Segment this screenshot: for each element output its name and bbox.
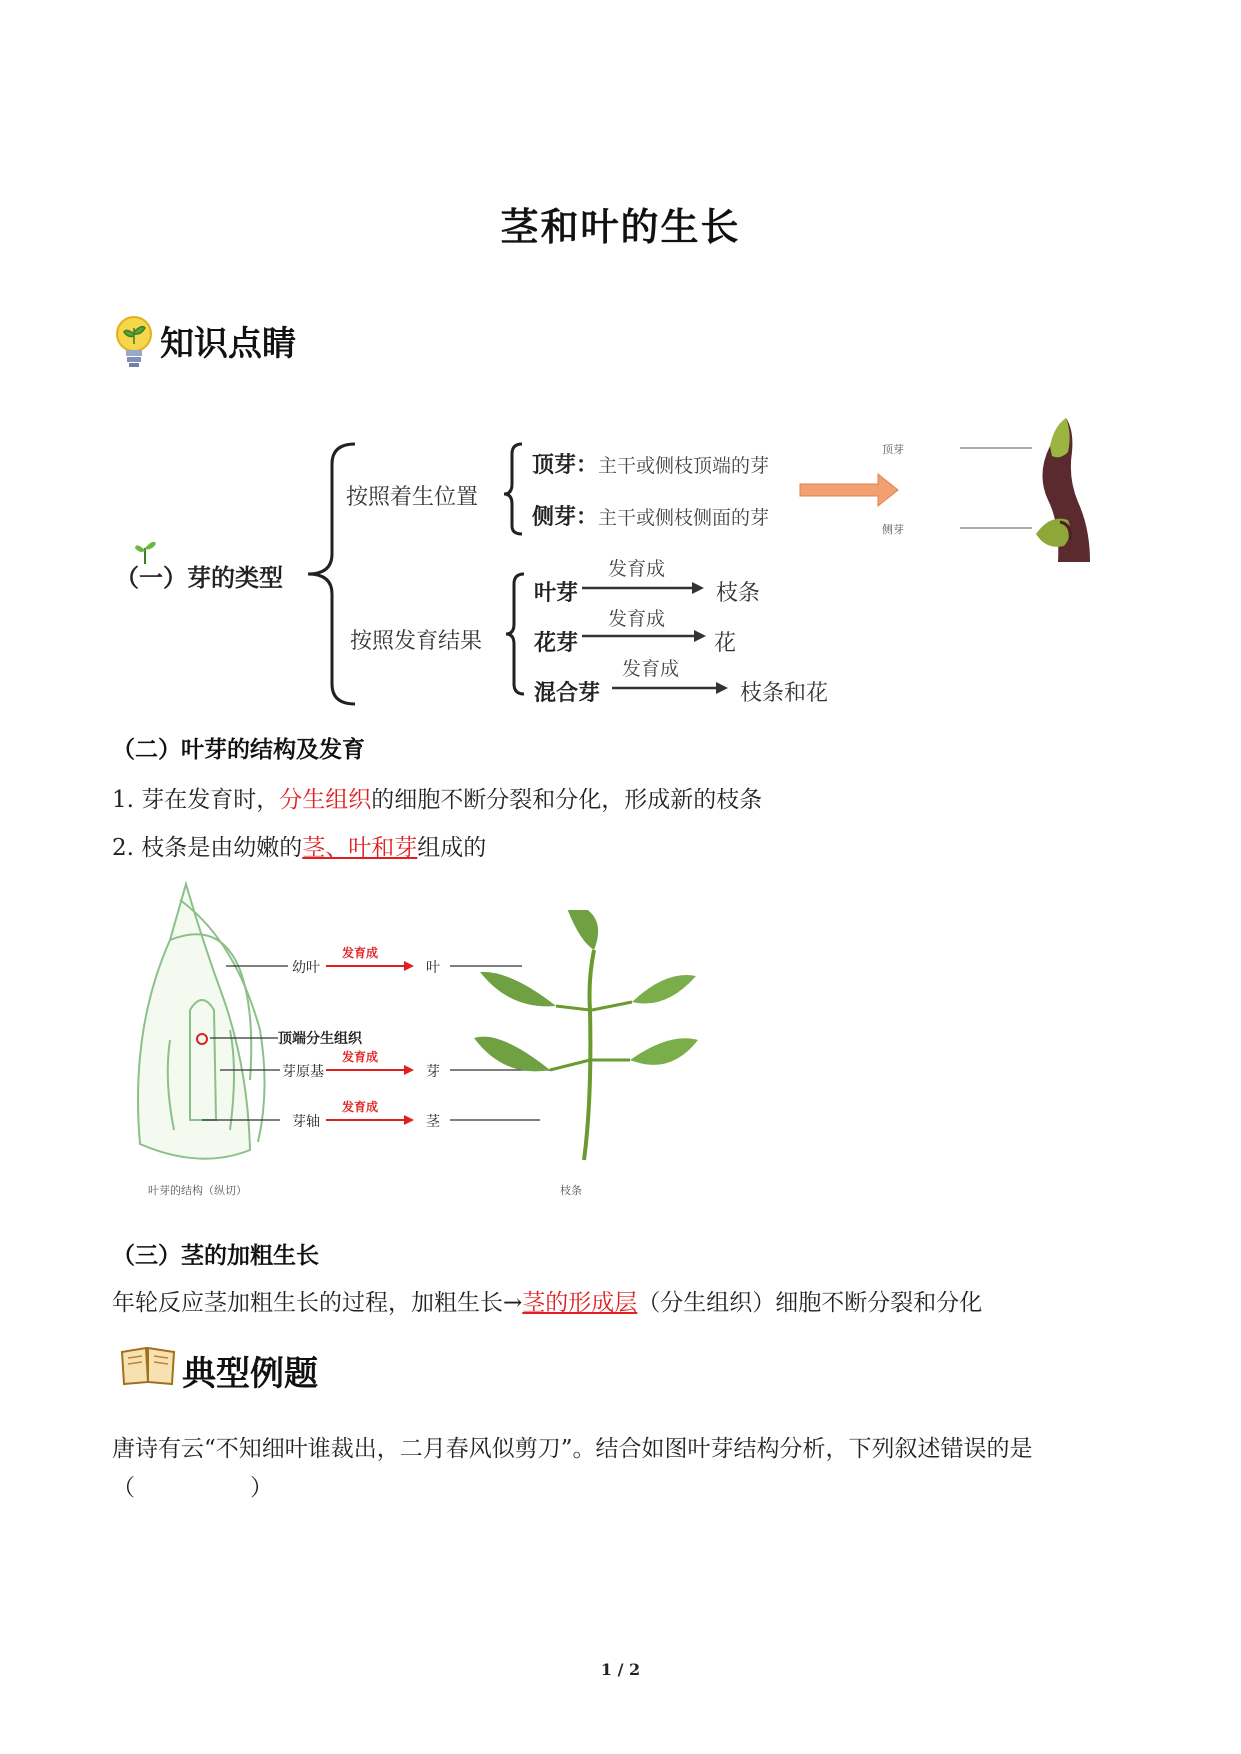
label-bud-primordium: 芽原基: [282, 1064, 324, 1080]
p1-text: 1. 芽在发育时，: [112, 787, 280, 813]
top-bud-line: [532, 448, 769, 479]
label-arrow-leaf: 发育成: [342, 946, 379, 960]
label-bud: 芽: [426, 1064, 440, 1080]
side-bud-name: 侧芽：: [532, 504, 599, 530]
photo-label-top-bud: 顶芽: [882, 443, 904, 456]
by-position-label: 按照着生位置: [346, 485, 479, 510]
question-blank: （ ）: [112, 1475, 273, 1501]
label-leaf: 叶: [426, 960, 440, 976]
branch-illustration: [460, 910, 700, 1170]
question-text: 唐诗有云“不知细叶谁裁出，二月春风似剪刀”。结合如图叶芽结构分析，下列叙述错误的是: [112, 1436, 1033, 1462]
top-bud-desc-highlight: 顶端: [693, 455, 732, 477]
mixed-bud-result: 枝条和花: [740, 681, 829, 706]
leaf-bud-arrow-label: 发育成: [608, 558, 666, 580]
label-arrow-stem: 发育成: [342, 1100, 379, 1114]
stem-text: 年轮反应茎加粗生长的过程，加粗生长→: [112, 1290, 523, 1316]
p2-text-end: 组成的: [417, 835, 487, 861]
top-bud-desc: 主干或侧枝: [598, 455, 694, 477]
leaf-bud-heading: （二）叶芽的结构及发育: [112, 737, 365, 763]
label-stem: 茎: [426, 1114, 440, 1130]
caption-branch: 枝条: [560, 1184, 582, 1197]
lightbulb-icon: [112, 314, 156, 370]
label-arrow-bud: 发育成: [342, 1050, 379, 1064]
flower-bud-arrow-label: 发育成: [608, 608, 666, 630]
page-number: 1 / 2: [600, 1660, 641, 1679]
label-apical-meristem: 顶端分生组织: [278, 1031, 362, 1047]
label-young-leaf: 幼叶: [292, 960, 320, 976]
bud-photo: [940, 404, 1120, 564]
stem-growth-paragraph: [112, 1284, 982, 1317]
p1-highlight: 分生组织: [279, 787, 372, 813]
side-bud-desc-end: 的芽: [731, 507, 770, 529]
p1-text-end: 的细胞不断分裂和分化，形成新的枝条: [371, 787, 763, 813]
leaf-bud-diagram: [130, 880, 710, 1210]
side-bud-desc-highlight: 侧面: [693, 507, 732, 529]
label-bud-axis: 芽轴: [292, 1114, 320, 1130]
flower-bud-name: 花芽: [534, 630, 579, 656]
examples-header-text: 典型例题: [182, 1354, 318, 1394]
knowledge-header-text: 知识点睛: [160, 324, 296, 364]
stem-highlight: 茎的形成层: [522, 1290, 638, 1316]
side-bud-desc: 主干或侧枝: [598, 507, 694, 529]
bud-types-heading: （一）芽的类型: [115, 563, 283, 592]
top-bud-desc-end: 的芽: [731, 455, 770, 477]
stem-growth-heading: （三）茎的加粗生长: [112, 1243, 319, 1269]
side-bud-line: [532, 500, 769, 531]
p2-text: 2. 枝条是由幼嫩的: [112, 835, 303, 861]
mixed-bud-arrow-label: 发育成: [622, 658, 680, 680]
leaf-bud-paragraph-2: [112, 829, 486, 862]
p2-highlight: 茎、叶和芽: [302, 835, 418, 861]
examples-section-header: [118, 1344, 418, 1394]
bud-types-mindmap: [110, 430, 1110, 710]
stem-text-end: （分生组织）细胞不断分裂和分化: [637, 1290, 983, 1316]
book-icon: [118, 1344, 178, 1388]
leaf-bud-name: 叶芽: [534, 580, 579, 606]
flower-bud-result: 花: [714, 631, 737, 656]
leaf-bud-paragraph-1: [112, 781, 762, 814]
knowledge-section-header: [112, 312, 432, 372]
caption-leaf-bud-section: 叶芽的结构（纵切）: [148, 1184, 247, 1197]
mixed-bud-name: 混合芽: [534, 680, 601, 706]
by-result-label: 按照发育结果: [350, 629, 483, 654]
top-bud-name: 顶芽：: [532, 452, 599, 478]
page-title: 茎和叶的生长: [500, 204, 741, 249]
leaf-bud-result: 枝条: [716, 581, 761, 606]
photo-label-side-bud: 侧芽: [882, 523, 904, 536]
